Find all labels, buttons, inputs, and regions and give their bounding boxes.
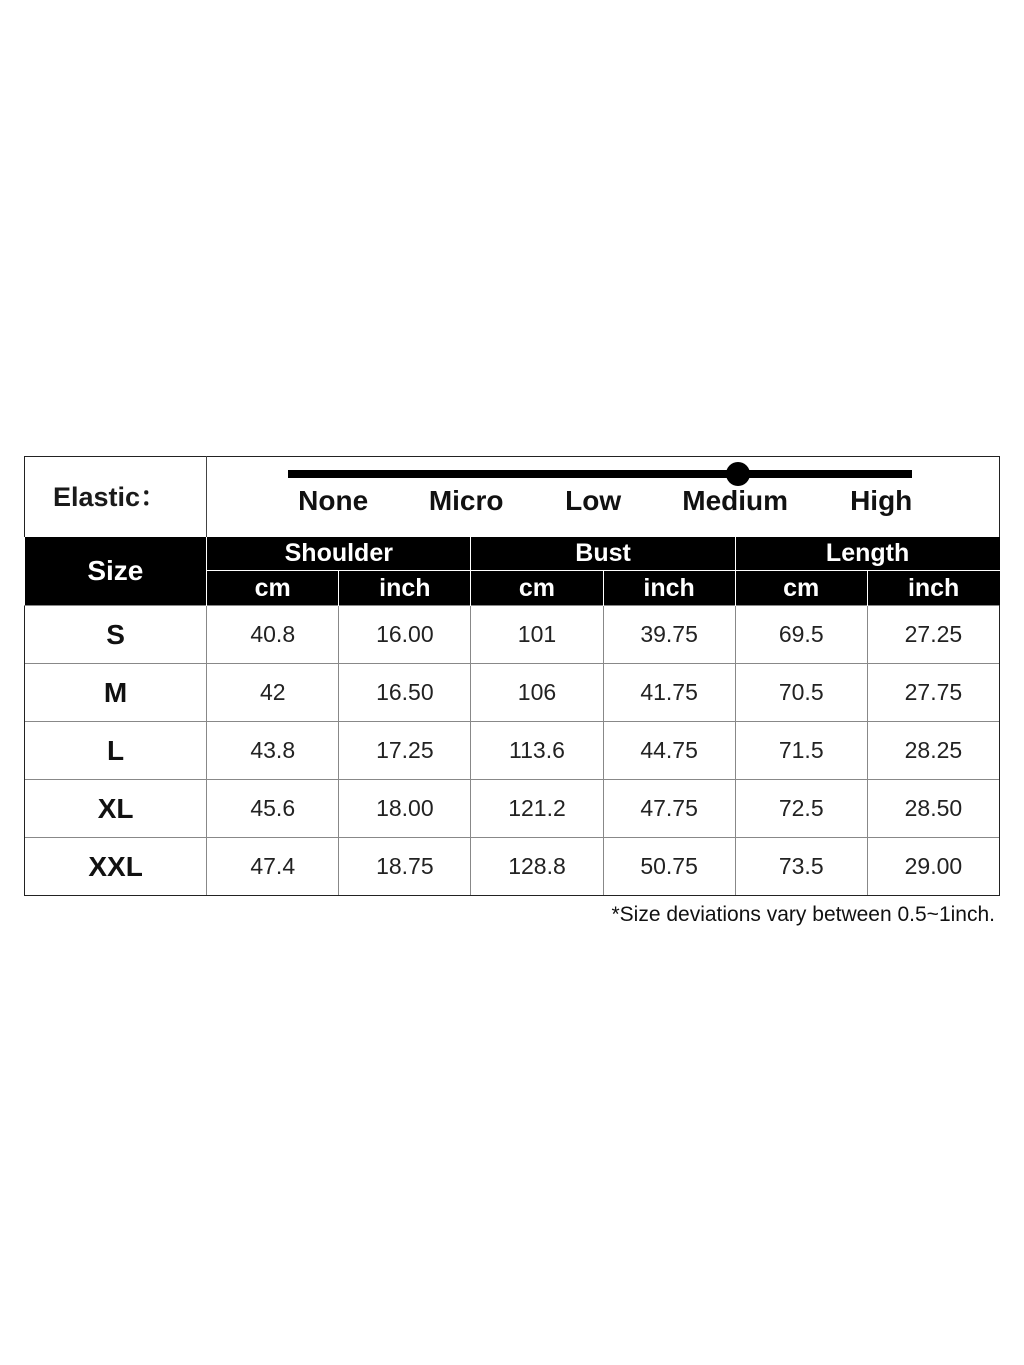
measurement-cell: 39.75 [603,606,735,664]
group-header-shoulder: Shoulder [207,537,471,571]
elastic-level-high: High [850,485,913,516]
size-cell: L [25,722,207,780]
elastic-label: Elastic： [25,457,207,538]
measurement-cell: 73.5 [735,838,867,896]
measurement-cell: 71.5 [735,722,867,780]
group-header-length: Length [735,537,999,571]
size-cell: XL [25,780,207,838]
measurement-cell: 18.00 [339,780,471,838]
group-header-bust: Bust [471,537,735,571]
unit-header: cm [207,571,339,606]
measurement-cell: 106 [471,664,603,722]
measurement-cell: 16.00 [339,606,471,664]
size-chart [24,456,1000,927]
table-row [25,606,1000,664]
measurement-cell: 17.25 [339,722,471,780]
elastic-level-micro: Micro [428,485,504,516]
measurement-cell: 70.5 [735,664,867,722]
measurement-cell: 47.75 [603,780,735,838]
size-header: Size [25,537,207,606]
unit-header: inch [603,571,735,606]
elastic-scale-cell [207,457,1000,538]
measurement-cell: 28.50 [867,780,999,838]
measurement-cell: 43.8 [207,722,339,780]
unit-header: inch [339,571,471,606]
measurement-cell: 41.75 [603,664,735,722]
measurement-cell: 113.6 [471,722,603,780]
measurement-cell: 27.25 [867,606,999,664]
header-row-groups [25,537,1000,571]
measurement-cell: 42 [207,664,339,722]
measurement-cell: 16.50 [339,664,471,722]
measurement-cell: 47.4 [207,838,339,896]
measurement-cell: 50.75 [603,838,735,896]
measurement-cell: 29.00 [867,838,999,896]
measurement-cell: 27.75 [867,664,999,722]
unit-header: cm [735,571,867,606]
elastic-row [25,457,1000,538]
measurement-cell: 121.2 [471,780,603,838]
table-row [25,664,1000,722]
elastic-scale [207,457,1001,519]
elastic-level-low: Low [565,485,622,516]
size-cell: M [25,664,207,722]
size-table [24,456,1000,896]
elastic-level-medium: Medium [682,485,789,516]
measurement-cell: 101 [471,606,603,664]
unit-header: cm [471,571,603,606]
measurement-cell: 45.6 [207,780,339,838]
size-cell: XXL [25,838,207,896]
measurement-cell: 40.8 [207,606,339,664]
measurement-cell: 72.5 [735,780,867,838]
elastic-level-none: None [298,485,369,516]
measurement-cell: 28.25 [867,722,999,780]
size-cell: S [25,606,207,664]
measurement-cell: 128.8 [471,838,603,896]
elastic-level-marker [726,462,750,486]
size-footnote: *Size deviations vary between 0.5~1inch. [611,903,995,926]
unit-header: inch [867,571,999,606]
table-row [25,780,1000,838]
measurement-cell: 18.75 [339,838,471,896]
elastic-scale-bar [288,470,912,478]
measurement-cell: 69.5 [735,606,867,664]
table-row [25,838,1000,896]
measurement-cell: 44.75 [603,722,735,780]
table-row [25,722,1000,780]
